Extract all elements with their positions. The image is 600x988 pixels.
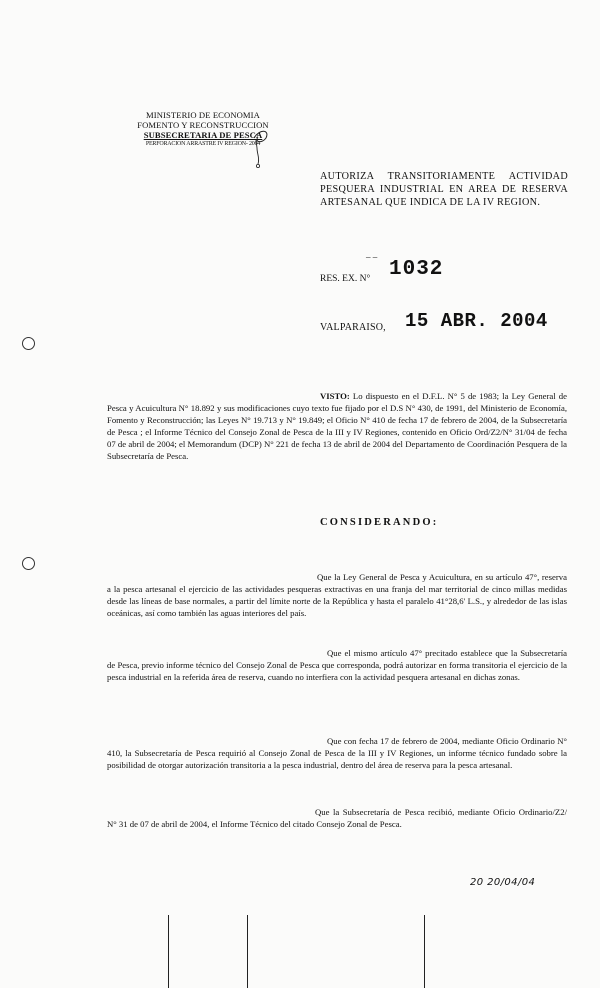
scan-line-right — [424, 915, 425, 988]
resolution-subject: AUTORIZA TRANSITORIAMENTE ACTIVIDAD PESQUERA INDUSTRIAL EN AREA DE RESERVA ARTESANAL QUE INDICA DE LA IV REGION. — [320, 171, 568, 208]
considerando-4: Que la Subsecretaría de Pesca recibió, mediante Oficio Ordinario/Z2/ N° 31 de 07 de abril de 2004, el Informe Técnico del citado Consejo Zonal de Pesca. — [107, 807, 567, 829]
considerando-2: Que el mismo artículo 47° precitado establece que la Subsecretaría de Pesca, previo informe técnico del Consejo Zonal de Pesca que corresponda, podrá autorizar en forma transitoria el ejercicio de la pesca industrial en la referida área de reserva, cuando no interfiera con la actividad pesquera artesanal en dichas zonas. — [107, 648, 567, 682]
visto-paragraph — [107, 390, 567, 462]
ministry-name: MINISTERIO DE ECONOMIA — [146, 110, 260, 120]
place-name: VALPARAISO, — [320, 322, 386, 333]
visto-text: Lo dispuesto en el D.F.L. N° 5 de 1983; la Ley General de Pesca y Acuicultura N° 18.892 y sus modificaciones cuyo texto fue fijado por el D.S N° 430, de 1991, del Ministerio de Economía, Fomento y Reconstrucción; las Leyes N° 19.713 y N° 19.849; el Oficio N° 410 de fecha 17 de febrero de 2004, de la Subsecretaría de Pesca ; el Informe Técnico del Consejo Zonal de Pesca de la III y IV Regiones, contenido en Oficio Ord/Z2/N° 31/04 de fecha 07 de abril de 2004; el Memorandum (DCP) N° 221 de fecha 13 de abril de 2004 del Departamento de Coordinación Pesquera de la Subsecretaría de Pesca. — [107, 391, 567, 461]
res-mark: – – — [366, 252, 378, 262]
resolution-label: RES. EX. N° — [320, 274, 371, 284]
punch-hole-bottom — [22, 557, 35, 570]
initials-mark — [250, 124, 272, 170]
considerando-heading: CONSIDERANDO: — [320, 517, 439, 528]
handwritten-note: 20 20/04/04 — [470, 877, 536, 888]
file-reference: PERFORACION ARRASTRE IV REGION- 2004 — [145, 141, 261, 147]
resolution-number: 1032 — [389, 258, 444, 281]
ministry-name-cont: FOMENTO Y RECONSTRUCCION — [137, 120, 269, 130]
subsecretaria-name: SUBSECRETARIA DE PESCA — [143, 130, 263, 140]
scan-line-left — [168, 915, 169, 988]
date-stamp: 15 ABR. 2004 — [405, 310, 548, 332]
visto-lead: VISTO: — [320, 391, 350, 401]
considerando-1: Que la Ley General de Pesca y Acuicultura, en su artículo 47°, reserva a la pesca artesanal el ejercicio de las actividades pesqueras extractivas en una franja del mar territorial de cinco millas medidas desde las líneas de base normales, a partir del límite norte de la República y hasta el paralelo 41°28,6' L.S., y alrededor de las islas oceánicas, así como también las aguas interiores del país. — [107, 572, 567, 618]
considerando-3: Que con fecha 17 de febrero de 2004, mediante Oficio Ordinario N° 410, la Subsecretaría de Pesca requirió al Consejo Zonal de Pesca de la III y IV Regiones, un informe técnico fundado sobre la posibilidad de otorgar autorización transitoria a la pesca industrial, dentro del área de reserva para la pesca artesanal. — [107, 736, 567, 770]
punch-hole-top — [22, 337, 35, 350]
scan-line-mid — [247, 915, 248, 988]
